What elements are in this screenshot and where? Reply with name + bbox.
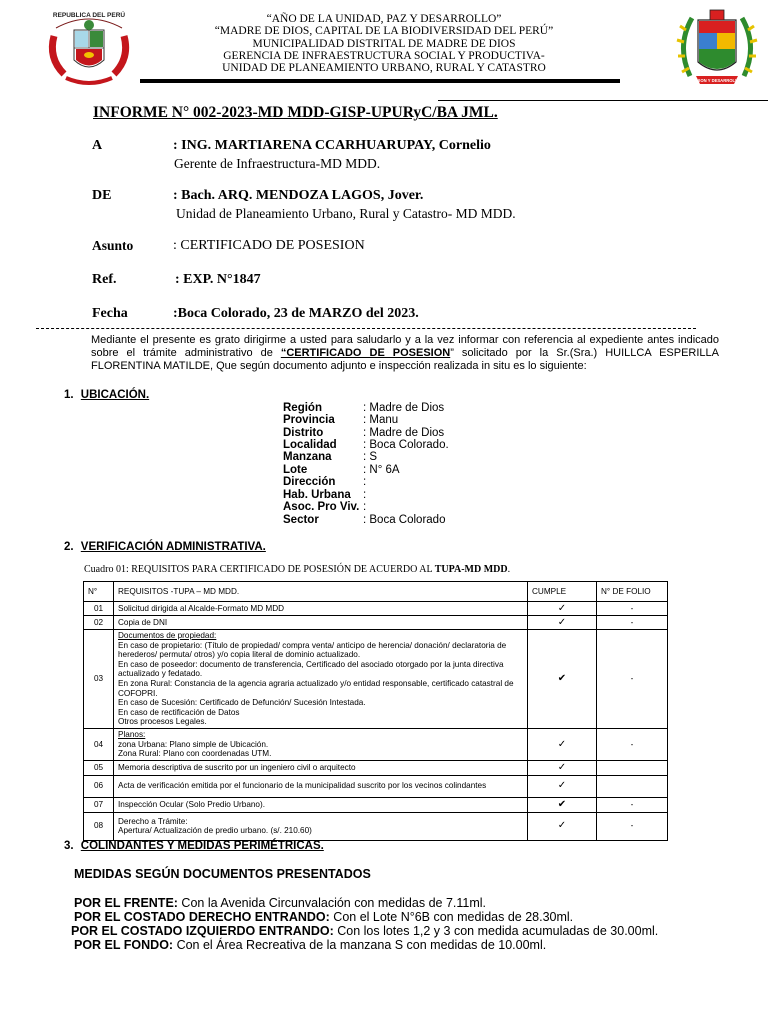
row-folio: -	[597, 630, 668, 729]
ubicacion-key: Distrito	[283, 427, 324, 439]
field-asunto-value: : CERTIFICADO DE POSESION	[173, 238, 365, 253]
table-row	[84, 797, 668, 812]
row-number: 05	[84, 760, 114, 775]
medida-fondo-label: POR EL FONDO:	[74, 938, 174, 952]
ubicacion-value: :	[363, 489, 367, 501]
row-cumple-check: ✔	[528, 630, 597, 729]
table-row	[84, 728, 668, 760]
ubicacion-row	[283, 451, 377, 464]
ubicacion-value: : N° 6A	[363, 464, 400, 476]
row-folio	[597, 760, 668, 775]
row-folio: -	[597, 616, 668, 630]
dashed-separator	[36, 328, 696, 329]
field-asunto-label: Asunto	[92, 238, 134, 253]
row-folio: -	[597, 602, 668, 616]
ubicacion-row	[283, 501, 366, 514]
cuadro-end: .	[507, 564, 511, 575]
field-fecha-label: Fecha	[92, 306, 128, 321]
row-requisito	[114, 812, 528, 840]
ubicacion-key: Manzana	[283, 451, 332, 463]
header-municipality: MUNICIPALIDAD DISTRITAL DE MADRE DE DIOS	[252, 38, 516, 50]
row-requisito	[114, 775, 528, 797]
cuadro-caption	[84, 564, 510, 575]
medida-frente-label: POR EL FRENTE:	[74, 896, 178, 910]
requisito-text: zona Urbana: Plano simple de Ubicación. Zona Rural: Plano con coordenadas UTM.	[118, 739, 272, 759]
row-number: 06	[84, 775, 114, 797]
ubicacion-row	[283, 489, 366, 502]
requisito-text: Apertura/ Actualización de predio urbano. (s/. 210.60)	[118, 826, 312, 836]
row-requisito	[114, 616, 528, 630]
informe-number: INFORME N° 002-2023-MD MDD-GISP-UPURyC/BA JML.	[93, 104, 498, 121]
header-year-motto: “AÑO DE LA UNIDAD, PAZ Y DESARROLLO”	[266, 13, 502, 25]
field-ref-value: : EXP. N°1847	[175, 272, 261, 287]
ubicacion-value: : S	[363, 451, 378, 463]
col-header-n: N°	[84, 582, 114, 602]
row-cumple-check: ✓	[528, 616, 597, 630]
ubicacion-key: Dirección	[283, 476, 336, 488]
ubicacion-row	[283, 464, 400, 477]
medida-frente	[74, 896, 486, 910]
section2-heading	[64, 541, 266, 553]
ubicacion-value: : Madre de Dios	[363, 402, 445, 414]
row-folio	[597, 775, 668, 797]
field-fecha-value: :Boca Colorado, 23 de MARZO del 2023.	[173, 306, 419, 321]
row-requisito	[114, 797, 528, 812]
row-number: 04	[84, 728, 114, 760]
header-thin-rule	[438, 100, 768, 101]
section1-heading	[64, 389, 149, 401]
ubicacion-key: Asoc. Pro Viv.	[283, 501, 360, 513]
table-header-row	[84, 582, 668, 602]
medida-fondo-value: Con el Área Recreativa de la manzana S con medidas de 10.00ml.	[173, 938, 547, 952]
field-a-sub: Gerente de Infraestructura-MD MDD.	[174, 156, 381, 171]
ubicacion-key: Provincia	[283, 414, 335, 426]
table-row	[84, 616, 668, 630]
requisitos-table-body	[84, 602, 668, 841]
ubicacion-row	[283, 439, 449, 452]
ubicacion-row	[283, 402, 444, 415]
cuadro-bold: TUPA-MD MDD	[434, 564, 508, 575]
field-a-value: : ING. MARTIARENA CCARHUARUPAY, Cornelio	[173, 138, 491, 153]
requisito-title: Planos:	[118, 729, 146, 739]
row-folio: -	[597, 797, 668, 812]
requisito-text: Copia de DNI	[118, 617, 168, 627]
medidas-title: MEDIDAS SEGÚN DOCUMENTOS PRESENTADOS	[74, 867, 371, 881]
intro-text-b: ” solicitado por la Sr.(Sra.) HUILLCA ESPERILLA FLORENTINA MATILDE, Que según documento adjunto e inspección realizada in situ es lo siguiente:	[91, 347, 719, 372]
row-cumple-check: ✓	[528, 812, 597, 840]
requisito-text: Inspección Ocular (Solo Predio Urbano).	[118, 799, 265, 809]
ubicacion-value: : Manu	[363, 414, 399, 426]
field-de-sub: Unidad de Planeamiento Urbano, Rural y Catastro- MD MDD.	[176, 206, 516, 221]
section3-title: COLINDANTES Y MEDIDAS PERIMÉTRICAS.	[80, 840, 324, 852]
ubicacion-row	[283, 414, 398, 427]
row-number: 02	[84, 616, 114, 630]
medida-derecho-value: Con el Lote N°6B con medidas de 28.30ml.	[329, 910, 574, 924]
medida-izquierdo	[71, 924, 658, 938]
ubicacion-value: : Madre de Dios	[363, 427, 445, 439]
row-folio: -	[597, 812, 668, 840]
intro-text-a: Mediante el presente es grato dirigirme a usted para saludarlo y a la vez informar con referencia al expediente antes indicado sobre el trámite administrativo de	[91, 334, 719, 359]
col-header-requisitos: REQUISITOS -TUPA – MD MDD.	[114, 582, 528, 602]
ubicacion-row	[283, 476, 366, 489]
requisito-text: En caso de propietario: (Título de propiedad/ compra venta/ anticipo de herencia/ donación/ declaratoria de herederos/ permuta/ otros) y/o copia literal de dominio actualizado. En caso de poseedor: documento de transferencia, Certificado del asociado otorgado por la junta directiva actualizado y fedatado. En zona Rural: Constancia de la agencia agraria actualizado y/o entidad responsable, certificado catastral de COFOPRI. En caso de Sucesión: Certificado de Defunción/ Sucesión Intestada. En caso de rectificación de Datos Otros procesos Legales.	[118, 640, 514, 727]
table-row	[84, 775, 668, 797]
header-thick-rule	[140, 79, 620, 83]
row-requisito	[114, 630, 528, 729]
requisito-text: Solicitud dirigida al Alcalde-Formato MD MDD	[118, 603, 285, 613]
ubicacion-value: : Boca Colorado.	[363, 439, 449, 451]
section1-title: UBICACIÓN.	[80, 389, 150, 401]
requisito-title: Derecho a Trámite:	[118, 816, 188, 826]
requisito-text: Acta de verificación emitida por el funcionario de la municipalidad suscrito por los vecinos colindantes	[118, 781, 487, 791]
row-cumple-check: ✓	[528, 760, 597, 775]
requisitos-table	[83, 581, 668, 841]
svg-text:UNION Y DESARROLLO: UNION Y DESARROLLO	[693, 78, 741, 83]
ubicacion-key: Localidad	[283, 439, 337, 451]
row-requisito	[114, 760, 528, 775]
col-header-folio: N° DE FOLIO	[597, 582, 668, 602]
ubicacion-value: : Boca Colorado	[363, 514, 446, 526]
row-cumple-check: ✓	[528, 602, 597, 616]
table-row	[84, 630, 668, 729]
medida-frente-value: Con la Avenida Circunvalación con medidas de 7.11ml.	[177, 896, 487, 910]
section3-num: 3.	[64, 840, 74, 852]
section1-num: 1.	[64, 389, 74, 401]
ubicacion-key: Sector	[283, 514, 319, 526]
medida-fondo	[74, 938, 546, 952]
row-cumple-check: ✓	[528, 728, 597, 760]
ubicacion-key: Lote	[283, 464, 308, 476]
table-row	[84, 760, 668, 775]
row-number: 08	[84, 812, 114, 840]
section2-num: 2.	[64, 541, 74, 553]
requisito-title: Documentos de propiedad:	[118, 631, 217, 640]
row-number: 07	[84, 797, 114, 812]
svg-text:REPUBLICA DEL PERÚ: REPUBLICA DEL PERÚ	[52, 12, 126, 19]
section3-heading	[64, 840, 324, 852]
table-row	[84, 602, 668, 616]
ubicacion-value: :	[363, 476, 367, 488]
row-number: 01	[84, 602, 114, 616]
cuadro-text: Cuadro 01: REQUISITOS PARA CERTIFICADO DE POSESIÓN DE ACUERDO AL	[84, 564, 435, 575]
header-gerencia: GERENCIA DE INFRAESTRUCTURA SOCIAL Y PRODUCTIVA-	[223, 50, 545, 62]
ubicacion-key: Hab. Urbana	[283, 489, 351, 501]
field-de-value: : Bach. ARQ. MENDOZA LAGOS, Jover.	[173, 188, 424, 203]
field-a-label: A	[92, 138, 103, 153]
header-unidad: UNIDAD DE PLANEAMIENTO URBANO, RURAL Y CATASTRO	[222, 62, 546, 74]
row-requisito	[114, 602, 528, 616]
ubicacion-row	[283, 514, 445, 527]
field-de-label: DE	[92, 188, 112, 203]
row-requisito	[114, 728, 528, 760]
ubicacion-row	[283, 427, 444, 440]
medida-derecho	[74, 910, 573, 924]
requisito-text: Memoria descriptiva de suscrito por un ingeniero civil o arquitecto	[118, 762, 356, 772]
field-ref-label: Ref.	[92, 272, 117, 287]
intro-paragraph	[91, 334, 719, 373]
row-cumple-check: ✓	[528, 775, 597, 797]
intro-highlight: “CERTIFICADO DE POSESION	[280, 347, 451, 359]
ubicacion-key: Región	[283, 402, 322, 414]
col-header-cumple: CUMPLE	[528, 582, 597, 602]
medida-izquierdo-label: POR EL COSTADO IZQUIERDO ENTRANDO:	[71, 924, 334, 938]
ubicacion-value: :	[363, 501, 367, 513]
row-number: 03	[84, 630, 114, 729]
medida-izquierdo-value: Con los lotes 1,2 y 3 con medida acumuladas de 30.00ml.	[333, 924, 659, 938]
row-cumple-check: ✔	[528, 797, 597, 812]
table-row	[84, 812, 668, 840]
row-folio: -	[597, 728, 668, 760]
section2-title: VERIFICACIÓN ADMINISTRATIVA.	[80, 541, 266, 553]
medida-derecho-label: POR EL COSTADO DERECHO ENTRANDO:	[74, 910, 330, 924]
header-region-motto: “MADRE DE DIOS, CAPITAL DE LA BIODIVERSIDAD DEL PERÚ”	[214, 25, 554, 37]
